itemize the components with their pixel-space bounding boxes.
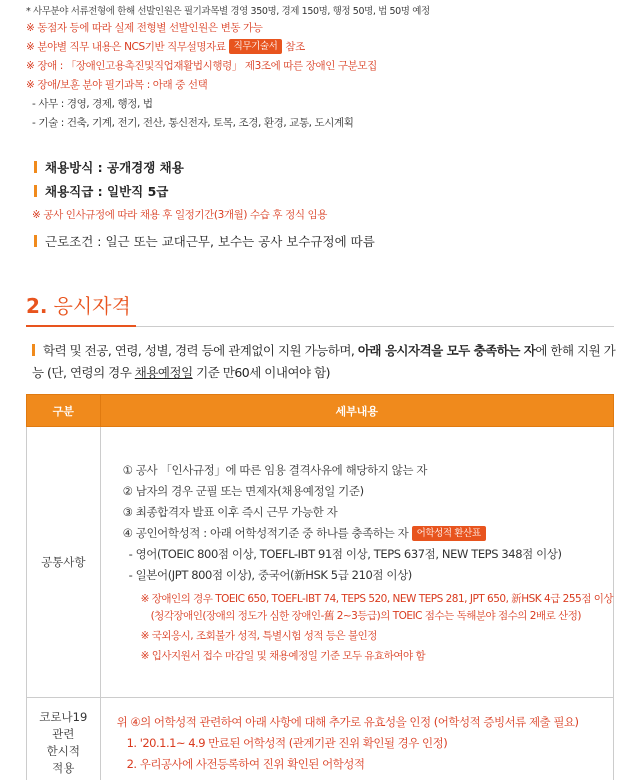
list-item	[123, 523, 613, 544]
table-row-common	[27, 427, 614, 698]
covid-items	[117, 712, 613, 775]
disabled-score-note: ※ 장애인의 경우 TOEIC 650, TOEFL-IBT 74, TEPS 520, NEW TEPS 281, JPT 650, 新HSK 4급 255점 이상	[140, 592, 613, 605]
section-divider	[26, 326, 614, 327]
bullet-bar	[34, 161, 37, 173]
intro-emphasis: 아래 응시자격을 모두 충족하는 자	[357, 343, 536, 358]
covid-label-line: 한시적	[46, 744, 80, 758]
list-item: ③ 최종합격자 발표 이후 즉시 근무 가능한 자	[122, 504, 338, 519]
job-description-button[interactable]: 직무기술서	[229, 39, 283, 54]
covid-intro: 위 ④의 어학성적 관련하여 아래 사항에 대해 추가로 유효성을 인정 (어학성적 증빙서류 제출 필요)	[116, 714, 579, 729]
header-category: 구분	[27, 395, 101, 427]
section-title	[26, 290, 131, 319]
common-items	[123, 460, 613, 665]
bullet-bar	[32, 344, 35, 356]
bullet-bar	[34, 235, 37, 247]
section-heading: 응시자격	[53, 294, 131, 318]
intro-underline: 채용예정일	[134, 365, 193, 380]
list-item-text: ④ 공인어학성적 : 아래 어학성적기준 중 하나를 충족하는 자	[122, 525, 409, 540]
list-item: ② 남자의 경우 군필 또는 면제자(채용예정일 기준)	[122, 483, 364, 498]
ncs-note-text: ※ 분야별 직무 내용은 NCS기반 직무설명자료	[26, 41, 226, 53]
covid-details	[100, 698, 613, 780]
eligibility-table	[26, 394, 614, 780]
disability-note: ※ 장애 : 「장애인고용촉진및직업재활법시행령」 제3조에 따른 장애인 구분모집	[26, 60, 377, 72]
header-details: 세부내용	[100, 395, 613, 427]
covid-item-2: 2. 우리공사에 사전등록하여 진위 확인된 어학성적	[126, 756, 365, 771]
tech-subjects: - 기술 : 건축, 기계, 전기, 전산, 통신전자, 토목, 조경, 환경, 교통, 도시계획	[32, 117, 354, 129]
covid-item-1: 1. '20.1.1~ 4.9 만료된 어학성적 (관계기관 진위 확인될 경우 인정)	[126, 735, 448, 750]
ncs-note-suffix: 참조	[285, 41, 305, 53]
hearing-impaired-note: (청각장애인(장애의 정도가 심한 장애인-舊 2~3등급)의 TOEIC 점수는 독해분야 점수의 2배로 산정)	[150, 609, 581, 622]
hiring-method	[34, 158, 184, 176]
tie-note: ※ 동점자 등에 따라 실제 전형별 선발인원은 변동 가능	[26, 22, 263, 34]
covid-label-line: 관련	[52, 727, 75, 741]
common-details	[100, 427, 613, 698]
common-label: 공통사항	[27, 427, 101, 698]
intro-text-3: 기준 만60세 이내여야 함)	[192, 365, 331, 380]
english-scores: - 영어(TOEIC 800점 이상, TOEFL-IBT 91점 이상, TEPS 637점, NEW TEPS 348점 이상)	[128, 546, 562, 561]
table-row-covid	[27, 698, 614, 780]
validity-note: ※ 입사지원서 접수 마감일 및 채용예정일 기준 모두 유효하여야 함	[140, 649, 426, 662]
quota-note: * 사무분야 서류전형에 한해 선발인원은 필기과목별 경영 350명, 경제 150명, 행정 50명, 법 50명 예정	[26, 6, 430, 17]
eligibility-intro	[32, 340, 620, 384]
office-subjects: - 사무 : 경영, 경제, 행정, 법	[32, 98, 153, 110]
other-language-scores: - 일본어(JPT 800점 이상), 중국어(新HSK 5급 210점 이상)	[128, 567, 412, 582]
hiring-method-text: 채용방식 : 공개경쟁 채용	[45, 160, 184, 175]
section-number: 2.	[26, 294, 48, 318]
ncs-note	[26, 39, 636, 58]
work-conditions-text: 근로조건 : 일근 또는 교대근무, 보수는 공사 보수규정에 따름	[45, 234, 375, 249]
intro-text-2: 에 한해 지원 가능 (단, 연령의 경우	[32, 343, 616, 380]
invalid-score-note: ※ 국외응시, 조회불가 성적, 특별시험 성적 등은 불인정	[140, 629, 377, 642]
list-item: ① 공사 「인사규정」에 따른 임용 결격사유에 해당하지 않는 자	[122, 462, 428, 477]
language-score-table-button[interactable]: 어학성적 환산표	[412, 526, 486, 541]
work-conditions	[34, 232, 375, 250]
covid-label	[27, 698, 101, 780]
divider-accent	[26, 325, 136, 327]
subject-note: ※ 장애/보훈 분야 필기과목 : 아래 중 선택	[26, 79, 208, 91]
hiring-grade	[34, 182, 168, 200]
intro-text-1: 학력 및 전공, 연령, 성별, 경력 등에 관계없이 지원 가능하며,	[43, 343, 358, 358]
covid-label-line: 코로나19	[39, 710, 88, 724]
probation-note: ※ 공사 인사규정에 따라 채용 후 일정기간(3개월) 수습 후 정식 임용	[32, 209, 328, 221]
hiring-grade-text: 채용직급 : 일반직 5급	[45, 184, 169, 199]
bullet-bar	[34, 185, 37, 197]
table-header-row	[27, 395, 614, 427]
top-notes	[26, 3, 636, 134]
covid-label-line: 적용	[52, 761, 75, 775]
